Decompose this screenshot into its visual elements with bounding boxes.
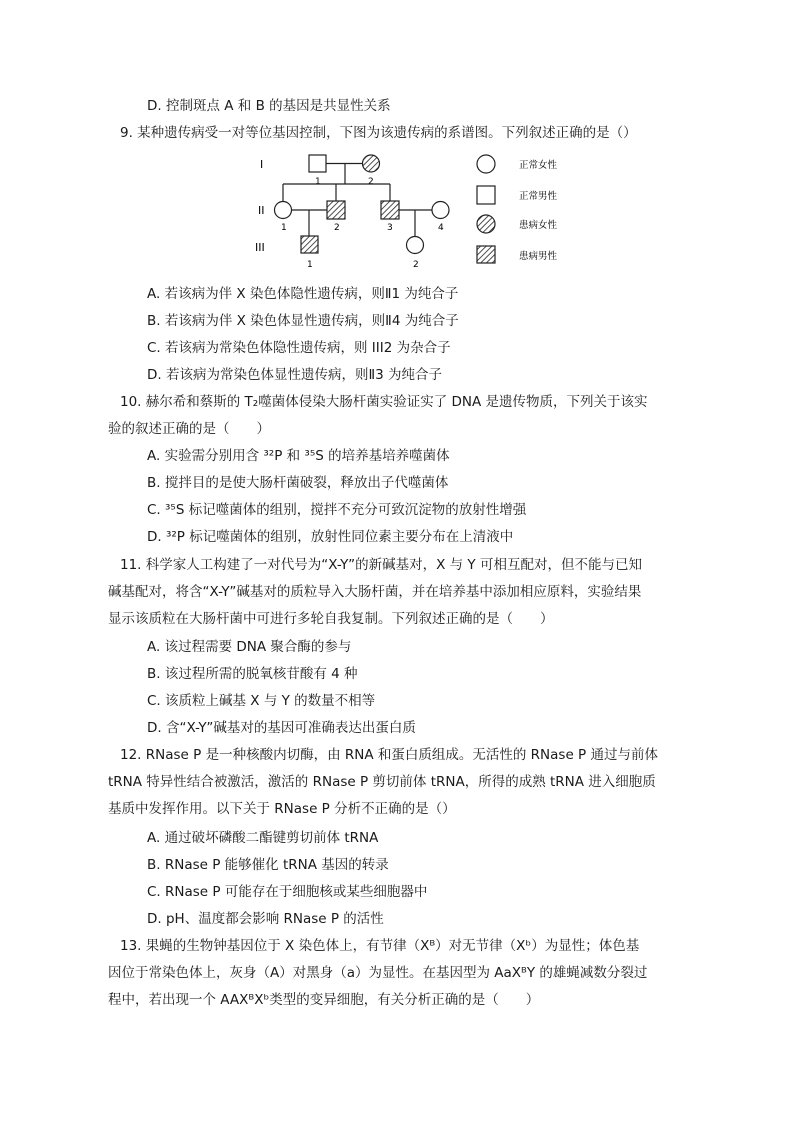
- generation-label-I: I: [260, 158, 264, 171]
- q10-option-a: A. 实验需分别用含 ³²P 和 ³⁵S 的培养基培养噬菌体: [147, 448, 450, 464]
- individual-I-1: [309, 155, 326, 172]
- q12-option-c: C. RNase P 可能存在于细胞核或某些细胞器中: [147, 884, 428, 900]
- individual-II-4: [432, 202, 449, 219]
- q12-stem-line3: 基质中发挥作用。以下关于 RNase P 分析不正确的是（）: [108, 801, 456, 817]
- individual-number: 2: [334, 223, 340, 233]
- legend-normal-male-symbol: [477, 186, 495, 204]
- generation-label-II: II: [258, 204, 265, 217]
- q9-option-c: C. 若该病为常染色体隐性遗传病，则 III2 为杂合子: [147, 340, 451, 356]
- pedigree-chart: [250, 148, 580, 273]
- individual-number: 1: [281, 223, 287, 233]
- q11-stem-line2: 碱基配对，将含“X-Y”碱基对的质粒导入大肠杆菌，并在培养基中添加相应原料，实验结果: [108, 584, 642, 600]
- legend-affected-female: 患病女性: [519, 220, 558, 231]
- legend-normal-female-symbol: [477, 155, 495, 173]
- individual-number: 2: [413, 260, 419, 270]
- q9-stem: 9. 某种遗传病受一对等位基因控制，下图为该遗传病的系谱图。下列叙述正确的是（）: [120, 125, 637, 141]
- q13-stem-line1: 13. 果蝇的生物钟基因位于 X 染色体上，有节律（Xᴮ）对无节律（Xᵇ）为显性；体色基: [120, 938, 640, 954]
- legend-affected-female-symbol: [477, 215, 495, 233]
- legend-affected-male-symbol: [477, 246, 495, 263]
- individual-II-2: [327, 201, 345, 219]
- q9-option-b: B. 若该病为伴 X 染色体显性遗传病，则Ⅱ4 为纯合子: [147, 313, 459, 329]
- generation-label-III: III: [255, 241, 265, 254]
- q12-option-a: A. 通过破坏磷酸二酯键剪切前体 tRNA: [147, 830, 379, 846]
- q11-option-b: B. 该过程所需的脱氧核苷酸有 4 种: [147, 666, 358, 682]
- individual-III-2: [407, 237, 424, 254]
- legend-normal-male: 正常男性: [519, 191, 558, 202]
- q12-option-d: D. pH、温度都会影响 RNase P 的活性: [147, 911, 384, 927]
- q11-option-a: A. 该过程需要 DNA 聚合酶的参与: [147, 639, 352, 655]
- q13-stem-line3: 程中，若出现一个 AAXᴮXᵇ类型的变异细胞，有关分析正确的是（ ）: [108, 992, 540, 1008]
- q10-option-d: D. ³²P 标记噬菌体的组别，放射性同位素主要分布在上清液中: [147, 529, 514, 545]
- q11-option-d: D. 含“X-Y”碱基对的基因可准确表达出蛋白质: [147, 720, 416, 736]
- q12-option-b: B. RNase P 能够催化 tRNA 基因的转录: [147, 857, 389, 873]
- q11-option-c: C. 该质粒上碱基 X 与 Y 的数量不相等: [147, 693, 376, 709]
- individual-II-1: [275, 202, 292, 219]
- individual-number: 4: [438, 223, 444, 233]
- q13-stem-line2: 因位于常染色体上，灰身（A）对黑身（a）为显性。在基因型为 AaXᴮY 的雄蝇减数分裂过: [108, 965, 648, 981]
- individual-number: 3: [387, 223, 393, 233]
- q10-option-c: C. ³⁵S 标记噬菌体的组别，搅拌不充分可致沉淀物的放射性增强: [147, 502, 527, 518]
- q11-stem-line1: 11. 科学家人工构建了一对代号为“X-Y”的新碱基对，X 与 Y 可相互配对，但不能与已知: [120, 557, 642, 573]
- individual-II-3: [381, 201, 399, 219]
- q12-stem-line2: tRNA 特异性结合被激活，激活的 RNase P 剪切前体 tRNA，所得的成熟 tRNA 进入细胞质: [108, 774, 656, 790]
- legend-affected-male: 患病男性: [519, 251, 558, 262]
- q9-option-a: A. 若该病为伴 X 染色体隐性遗传病，则Ⅱ1 为纯合子: [147, 286, 459, 302]
- individual-number: 1: [315, 177, 321, 187]
- q10-stem-line2: 验的叙述正确的是（ ）: [108, 421, 270, 437]
- q8-option-d: D. 控制斑点 A 和 B 的基因是共显性关系: [147, 98, 391, 114]
- individual-III-1: [301, 236, 318, 253]
- q10-stem-line1: 10. 赫尔希和蔡斯的 T₂噬菌体侵染大肠杆菌实验证实了 DNA 是遗传物质，下列关于该实: [120, 394, 648, 410]
- q12-stem-line1: 12. RNase P 是一种核酸内切酶，由 RNA 和蛋白质组成。无活性的 RNase P 通过与前体: [120, 747, 658, 763]
- legend-normal-female: 正常女性: [519, 160, 558, 171]
- individual-I-2: [363, 155, 380, 172]
- individual-number: 2: [368, 177, 374, 187]
- q10-option-b: B. 搅拌目的是使大肠杆菌破裂，释放出子代噬菌体: [147, 475, 449, 491]
- q9-option-d: D. 若该病为常染色体显性遗传病，则Ⅱ3 为纯合子: [147, 367, 443, 383]
- individual-number: 1: [307, 260, 313, 270]
- q11-stem-line3: 显示该质粒在大肠杆菌中可进行多轮自我复制。下列叙述正确的是（ ）: [108, 611, 554, 627]
